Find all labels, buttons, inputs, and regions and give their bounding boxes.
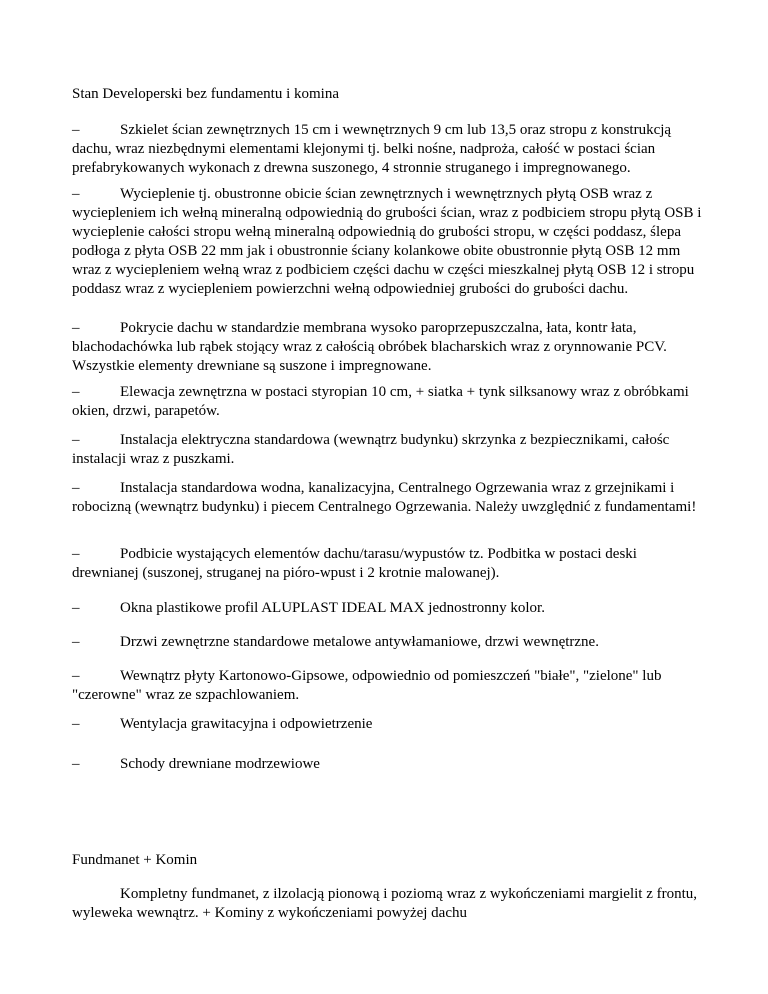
list-item — [72, 715, 702, 734]
list-item-text: Schody drewniane modrzewiowe — [120, 756, 320, 772]
dash-bullet: – — [72, 320, 80, 336]
list-item — [72, 121, 702, 178]
section-title-foundation-chimney: Fundmanet + Komin — [72, 852, 198, 868]
dash-bullet: – — [72, 546, 80, 562]
foundation-paragraph: Kompletny fundmanet, z ilzolacją pionową i poziomą wraz z wykończeniami margielit z frontu, wyleweka wewnątrz. + Kominy z wykończeniami powyżej dachu — [72, 886, 698, 921]
list-item — [72, 185, 702, 299]
dash-bullet: – — [72, 668, 80, 684]
dash-bullet: – — [72, 384, 80, 400]
list-item-text: Instalacja elektryczna standardowa (wewnątrz budynku) skrzynka z bezpiecznikami, całośc instalacji wraz z puszkami. — [72, 432, 670, 467]
list-item-text: Instalacja standardowa wodna, kanalizacyjna, Centralnego Ogrzewania wraz z grzejnikami i robocizną (wewnątrz budynku) i piecem Centralnego Ogrzewania. Należy uwzględnić z fundamentami! — [72, 480, 697, 515]
list-item — [72, 319, 702, 376]
section-title-developer-state: Stan Developerski bez fundamentu i komina — [72, 86, 340, 102]
list-item-text: Podbicie wystających elementów dachu/tarasu/wypustów tz. Podbitka w postaci deski drewnianej (suszonej, struganej na pióro-wpust i 2 krotnie malowanej). — [72, 546, 637, 581]
list-item — [72, 545, 702, 583]
list-item — [72, 431, 702, 469]
dash-bullet: – — [72, 432, 80, 448]
list-item — [72, 479, 702, 517]
list-item — [72, 755, 702, 774]
list-item — [72, 667, 702, 705]
dash-bullet: – — [72, 600, 80, 616]
list-item-text: Wewnątrz płyty Kartonowo-Gipsowe, odpowiednio od pomieszczeń "białe", "zielone" lub "czerowne" wraz ze szpachlowaniem. — [72, 668, 662, 703]
dash-bullet: – — [72, 122, 80, 138]
list-item-text: Szkielet ścian zewnętrznych 15 cm i wewnętrznych 9 cm lub 13,5 oraz stropu z konstrukcją dachu, wraz niezbędnymi elementami klejonymi tj. belki nośne, nadproża, całość w postaci ścian prefabrykowanych wykonach z drewna suszonego, 4 stronnie struganego i impregnowanego. — [72, 122, 672, 176]
list-item-text: Wycieplenie tj. obustronne obicie ścian zewnętrznych i wewnętrznych płytą OSB wraz z wyciepleniem ich wełną mineralną odpowiednią do grubości ścian, wraz z podbiciem stropu płytą OSB i wycieplenie całości stropu wełną mineralną odpowiednią do grubości stropu, w części poddasz, ślepa podłoga z płyta OSB 22 mm jak i obustronnie ściany kolankowe obite obustronnie płytą OSB 12 mm wraz z wyciepleniem wełną wraz z podbiciem części dachu w części mieszkalnej płytą OSB 12 i stropu poddasz wraz z wyciepleniem powierzchni wełną odpowiedniej grubości do grubości dachu. — [72, 186, 702, 297]
list-item — [72, 383, 702, 421]
dash-bullet: – — [72, 716, 80, 732]
dash-bullet: – — [72, 756, 80, 772]
list-item-text: Pokrycie dachu w standardzie membrana wysoko paroprzepuszczalna, łata, kontr łata, blachodachówka lub rąbek stojący wraz z całością obróbek blacharskich wraz z orynnowanie PCV. Wszystkie elementy drewniane są suszone i impregnowane. — [72, 320, 667, 374]
list-item-text: Okna plastikowe profil ALUPLAST IDEAL MAX jednostronny kolor. — [120, 600, 545, 616]
list-item-text: Elewacja zewnętrzna w postaci styropian 10 cm, + siatka + tynk silksanowy wraz z obróbkami okien, drzwi, parapetów. — [72, 384, 689, 419]
list-item-text: Drzwi zewnętrzne standardowe metalowe antywłamaniowe, drzwi wewnętrzne. — [120, 634, 599, 650]
dash-bullet: – — [72, 480, 80, 496]
list-item-text: Wentylacja grawitacyjna i odpowietrzenie — [120, 716, 373, 732]
dash-bullet: – — [72, 186, 80, 202]
dash-bullet: – — [72, 634, 80, 650]
list-item — [72, 599, 702, 618]
list-item — [72, 633, 702, 652]
